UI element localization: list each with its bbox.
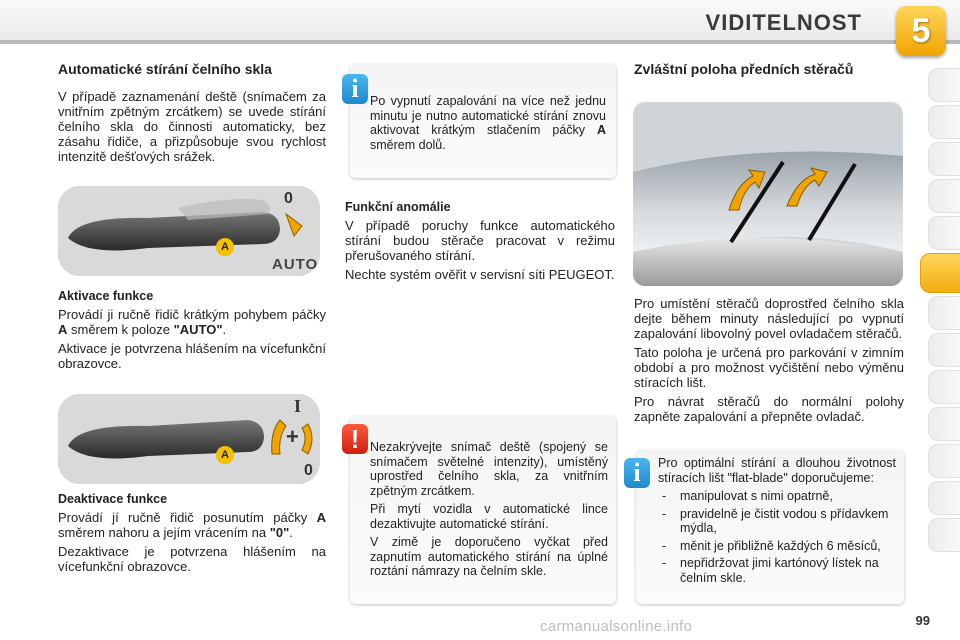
chapter-tab[interactable] [928, 105, 960, 139]
text-fragment: směrem dolů. [370, 137, 446, 152]
deactivation-confirm: Dezaktivace je potvrzena hlášením na vícefunkční obrazovce. [58, 544, 326, 574]
chapter-tab[interactable] [928, 179, 960, 213]
chapter-badge: 5 [896, 6, 946, 56]
activation-confirm: Aktivace je potvrzena hlášením na vícefunkční obrazovce. [58, 341, 326, 371]
list-item: - manipulovat s nimi opatrně, [658, 489, 896, 504]
lever-ref-a: A [58, 322, 68, 337]
chapter-tab[interactable] [928, 407, 960, 441]
text-fragment: . [289, 525, 293, 540]
chapter-tab[interactable] [928, 296, 960, 330]
lever-ref-a: A [316, 510, 326, 525]
position-zero-label: 0 [304, 462, 313, 479]
anomaly-section [345, 200, 615, 286]
text-fragment: . [222, 322, 227, 337]
text-fragment: směrem nahoru a jejím vrácením na [58, 525, 270, 540]
lever-deactivate-illustration [58, 394, 320, 484]
info-box-reactivation [350, 64, 616, 178]
chapter-tab[interactable] [928, 142, 960, 176]
warning-text: V zimě je doporučeno vyčkat před zapnutím automatického stírání na úplné roztání námrazy na čelním skle. [370, 535, 608, 578]
wiper-paragraph: Pro umístění stěračů doprostřed čelního skla dejte během minuty následující po vypnutí zapalování libovolný povel ovladačem stěračů. [634, 296, 904, 341]
position-zero-label: 0 [284, 190, 293, 207]
text-fragment: Provádí jí ručně řidič posunutím páčky [58, 510, 317, 525]
chapter-tab-active[interactable] [920, 253, 960, 293]
section-title-auto-wipe: Automatické stírání čelního skla [58, 61, 272, 77]
warning-box-sensor [350, 416, 616, 604]
info-icon: i [342, 74, 368, 104]
info-box-wiper-care [633, 450, 904, 604]
header-bar [0, 40, 960, 44]
chapter-tab[interactable] [928, 481, 960, 515]
lever-figure-auto [58, 186, 320, 276]
text-fragment: Po vypnutí zapalování na více než jednu minutu je nutno automatické stírání znovu aktivovat krátkým stlačením páčky [370, 94, 606, 137]
activation-section [58, 289, 326, 375]
right-title-block [634, 62, 904, 77]
plus-label: + [286, 424, 299, 449]
auto-ref: "AUTO" [173, 322, 223, 337]
warning-box-content [370, 440, 608, 583]
zero-ref: "0" [269, 525, 290, 540]
lever-a-marker: A [216, 446, 234, 464]
list-item: - měnit je přibližně každých 6 měsíců, [658, 539, 896, 554]
position-one-label: I [294, 396, 302, 416]
wiper-paragraph: Tato poloha je určená pro parkování v zimním období a pro možnost vyčištění nebo výměnu stíracích lišt. [634, 345, 904, 390]
position-auto-label: AUTO [272, 256, 319, 273]
warning-text: Nezakrývejte snímač deště (spojený se snímačem světelné intenzity), umístěný uprostřed čelního skla, za vnitřním zpětným zrcátkem. [370, 440, 608, 498]
lever-ref-a: A [596, 123, 606, 137]
chapter-tab[interactable] [928, 333, 960, 367]
list-item: - pravidelně je čistit vodou s přídavkem mýdla, [658, 507, 896, 536]
anomaly-paragraph: V případě poruchy funkce automatického stírání budou stěrače pracovat v režimu přerušovaného stírání. [345, 218, 615, 263]
chapter-tab[interactable] [928, 68, 960, 102]
lever-a-marker: A [216, 238, 234, 256]
info-icon: i [624, 458, 650, 488]
activation-heading: Aktivace funkce [58, 289, 154, 303]
chapter-tabs [928, 68, 960, 555]
wiper-care-list [658, 489, 896, 585]
anomaly-service: Nechte systém ověřit v servisní síti PEUGEOT. [345, 267, 615, 282]
watermark: carmanualsonline.info [540, 618, 693, 635]
section-title-wiper-position: Zvláštní poloha předních stěračů [634, 61, 854, 77]
wiper-care-content [658, 456, 896, 588]
text-fragment: směrem k poloze [67, 322, 174, 337]
intro-paragraph: V případě zaznamenání deště (snímačem za vnitřním zpětným zrcátkem) se uvede stírání čelního skla do činnosti automaticky, bez zásahu řidiče, a přizpůsobuje svou rychlost intenzitě dešťových srážek. [58, 89, 326, 164]
left-column [58, 62, 326, 168]
chapter-tab[interactable] [928, 444, 960, 478]
text-fragment: Provádí ji ručně řidič krátkým pohybem páčky [58, 307, 326, 322]
anomaly-heading: Funkční anomálie [345, 200, 451, 214]
page-number: 99 [915, 613, 930, 628]
deactivation-section [58, 492, 326, 578]
info-box-text [370, 94, 606, 152]
chapter-tab[interactable] [928, 370, 960, 404]
warning-text: Při mytí vozidla v automatické lince dezaktivujte automatické stírání. [370, 502, 608, 531]
windshield-image [633, 102, 903, 286]
activation-paragraph [58, 307, 326, 337]
deactivation-heading: Deaktivace funkce [58, 492, 168, 506]
windshield-illustration [633, 102, 903, 286]
chapter-tab[interactable] [928, 216, 960, 250]
wiper-care-intro: Pro optimální stírání a dlouhou životnost stíracích lišt "flat-blade" doporučujeme: [658, 456, 896, 485]
deactivation-paragraph [58, 510, 326, 540]
list-item: - nepřidržovat jimi kartónový lístek na čelním skle. [658, 556, 896, 585]
page-header [0, 0, 960, 50]
lever-figure-deactivate [58, 394, 320, 484]
wiper-paragraph: Pro návrat stěračů do normální polohy zapněte zapalování a přepněte ovladač. [634, 394, 904, 424]
chapter-tab[interactable] [928, 518, 960, 552]
page-title: VIDITELNOST [705, 10, 862, 35]
wiper-position-text [634, 296, 904, 428]
warning-icon: ! [342, 424, 368, 454]
